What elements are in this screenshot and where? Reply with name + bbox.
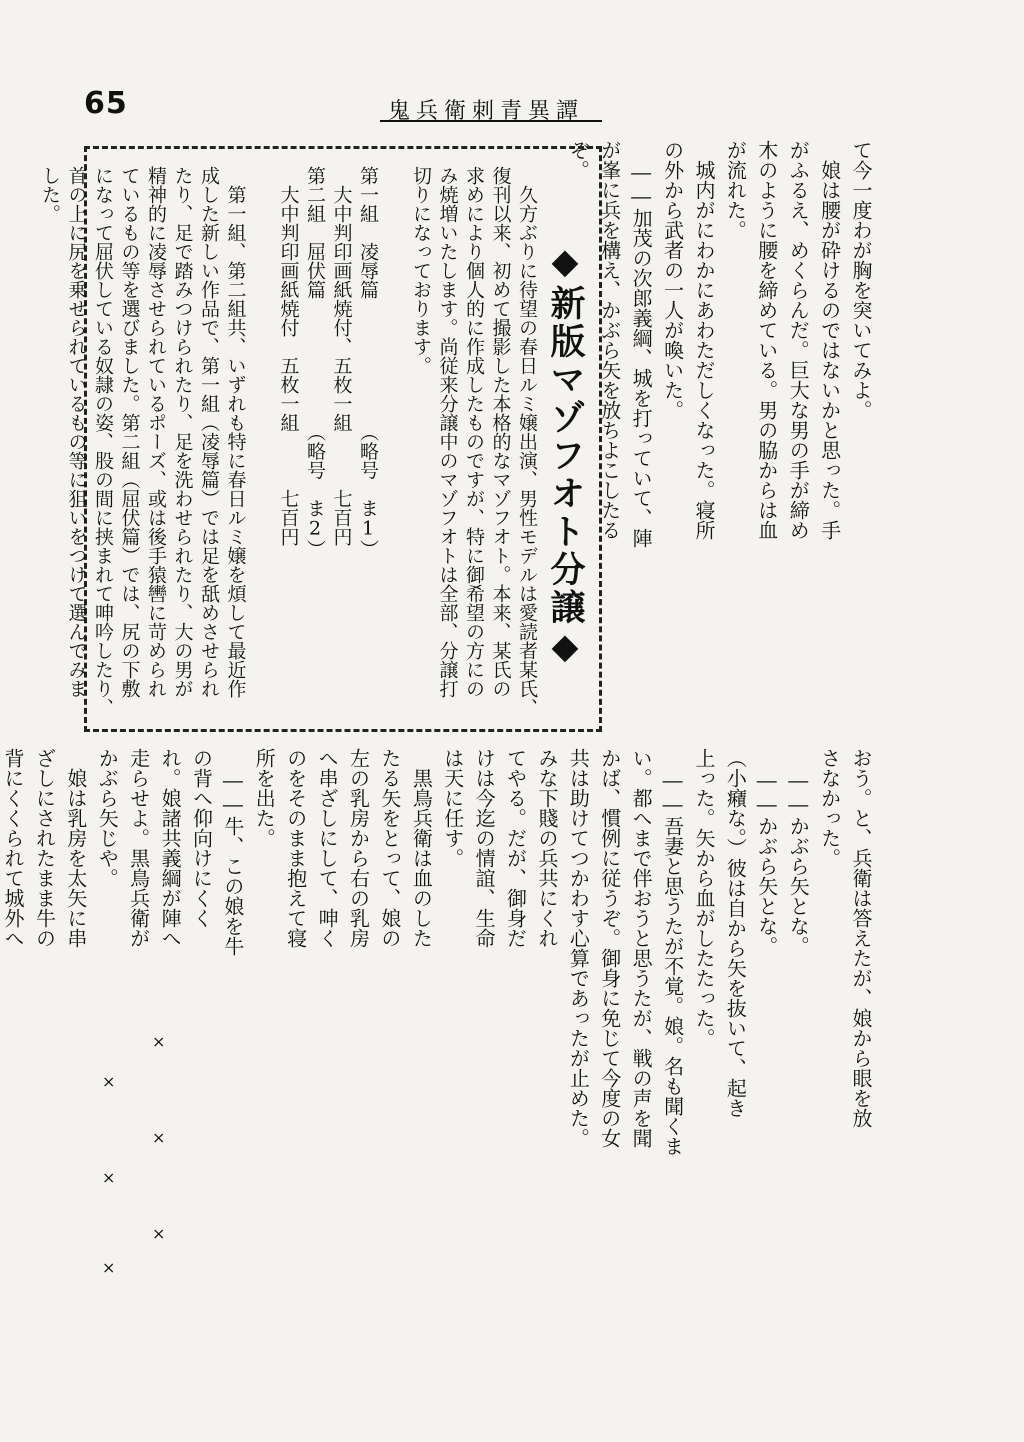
break-mark: ×	[152, 1032, 166, 1051]
section-break-marks	[100, 1032, 180, 1277]
break-mark: ×	[152, 1128, 166, 1147]
break-mark: ×	[102, 1168, 116, 1187]
break-mark: ×	[102, 1258, 116, 1277]
notice-body: 久方ぶりに待望の春日ルミ嬢出演、男性モデルは愛読者某氏、 復刊以来、初めて撮影した本格的なマゾフオト。本来、某氏の 求めにより個人的に作成したものですが、特に御希望の方にの み焼増いたします。尚従来分譲中のマゾフオトは全部、分譲打 切りになっております。 第一組 凌辱篇 （略号 ま1） 大中判印画紙焼付、五枚一組 七百円 第二組 屈伏篇 （略号 ま2） 大中判印画紙焼付 五枚一組 七百円 第一組、第二組共、いずれも特に春日ルミ嬢を煩して最近作 成した新しい作品で、第一組（凌辱篇）では足を舐めさせられ たり、足で踏みつけられたり、足を洗わせられたり、大の男が 精神的に凌辱させられているポーズ、或は後手猿轡に苛められ ているもの等を選びました。第二組（屈伏篇）では、尻の下敷 になって屈伏している奴隷の姿、股の間に挟まれて呻吟したり、 首の上に尻を乗せられているもの等に狙いをつけて選んでみま した。	[39, 166, 538, 717]
break-mark: ×	[102, 1072, 116, 1091]
story-top-columns: て今一度わが胸を突いてみよ。 娘は腰が砕けるのではないかと思った。手 がふるえ、めくらんだ。巨大な男の手が締め 木のように腰を締めている。男の脇からは血 が流れた。 城内がにわかにあわただしくなった。寝所 の外から武者の一人が喚いた。 ――加茂の次郎義綱、城を打っていて、陣 が峯に兵を構え、かぶら矢を放ちよこしたる ぞ。	[566, 140, 873, 548]
running-title: 鬼兵衛刺青異譚	[388, 99, 585, 124]
header-rule	[380, 120, 602, 122]
break-mark: ×	[152, 1224, 166, 1243]
page-number: 65	[84, 86, 128, 121]
notice-title: ◆新版マゾフオト分譲◆	[545, 242, 585, 670]
story-lower-columns: おう。と、兵衛は答えたが、娘から眼を放 さなかった。 ――かぶら矢とな。 ――かぶら矢とな。 （小癪な。）彼は自から矢を抜いて、起き 上った。矢から血がしたたった。 ――吾妻と思うたが不覚。娘。名も聞くま い。都へまで伴おうと思うたが、戦の声を聞 かば、慣例に従うぞ。御身に免じて今度の女 共は助けてつかわす心算であったが止めた。 みな下賤の兵共にくれ てやる。だが、御身だ けは今迄の情誼、生命 は天に任す。 黒鳥兵衛は血のした たる矢をとって、娘の 左の乳房から右の乳房 へ串ざしにして、呻く のをそのまま抱えて寝 所を出た。 ――牛、この娘を牛 の背へ仰向けにくく れ。娘諸共義綱が陣へ 走らせよ。黒鳥兵衛が かぶら矢じや。 娘は乳房を太矢に串 ざしにされたまま牛の 背にくくられて城外へ	[1, 748, 873, 1156]
